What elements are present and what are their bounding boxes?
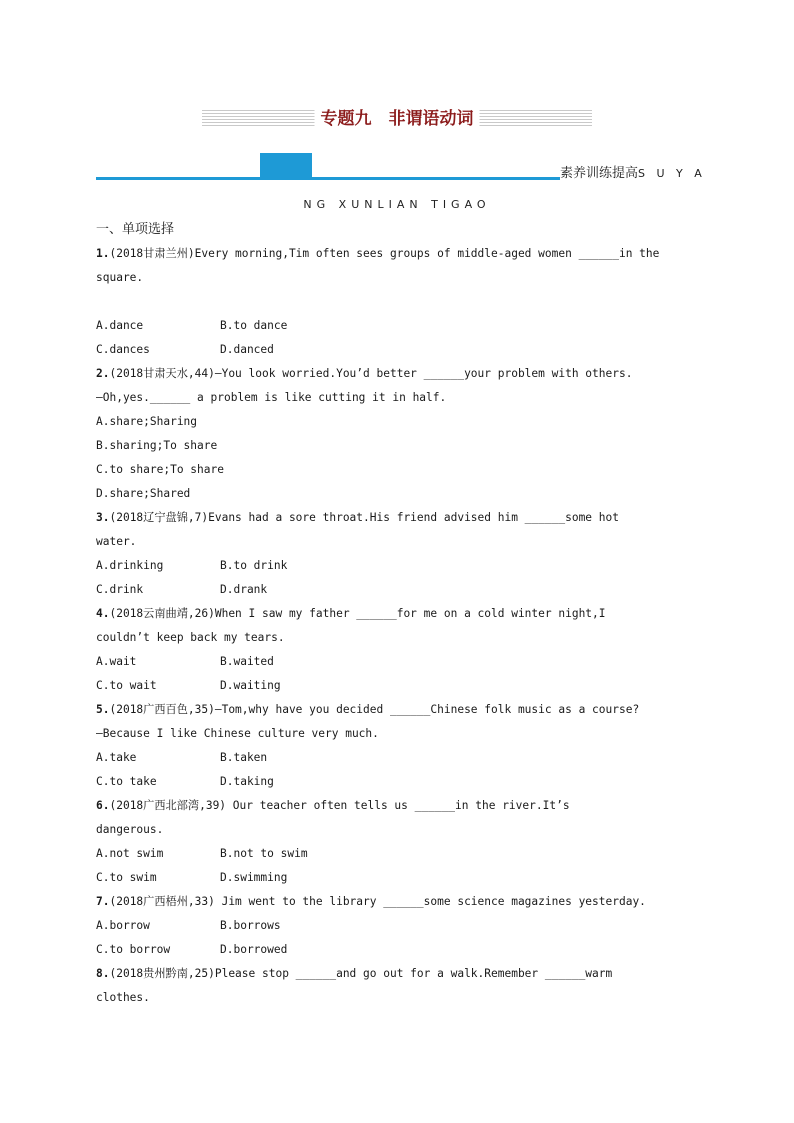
answer-option[interactable]: A.take: [96, 751, 137, 764]
answer-option[interactable]: B.borrows: [220, 919, 281, 932]
question-text: —Because I like Chinese culture very much.: [96, 727, 379, 740]
option-row: [96, 746, 706, 770]
question-item: [96, 962, 706, 1010]
question-line: [96, 962, 706, 986]
answer-option[interactable]: D.drank: [220, 583, 268, 596]
question-line: [96, 362, 706, 386]
question-text: (2018贵州黔南,25)Please stop ______and go out for a walk.Remember ______warm: [109, 967, 613, 980]
answer-option[interactable]: C.to share;To share: [96, 463, 224, 476]
question-text: square.: [96, 271, 144, 284]
band-latin-continued: NG XUNLIAN TIGAO: [303, 198, 491, 211]
answer-option[interactable]: D.waiting: [220, 679, 281, 692]
answer-option[interactable]: D.danced: [220, 343, 274, 356]
answer-option[interactable]: B.to dance: [220, 319, 288, 332]
answer-option[interactable]: A.wait: [96, 655, 137, 668]
answer-option[interactable]: D.taking: [220, 775, 274, 788]
question-text: (2018辽宁盘锦,7)Evans had a sore throat.His friend advised him ______some hot: [109, 511, 619, 524]
question-number: 1.: [96, 247, 110, 260]
answer-option[interactable]: B.sharing;To share: [96, 439, 218, 452]
question-item: [96, 794, 706, 890]
question-line: [96, 818, 706, 842]
answer-option[interactable]: A.share;Sharing: [96, 415, 198, 428]
section-band-block: [260, 153, 312, 178]
band-label-text: 素养训练提高: [560, 166, 639, 181]
question-line: [96, 530, 706, 554]
answer-option[interactable]: C.to borrow: [96, 943, 171, 956]
question-line: [96, 794, 706, 818]
question-line: [96, 986, 706, 1010]
answer-option[interactable]: C.to swim: [96, 871, 157, 884]
question-item: [96, 890, 706, 962]
question-text: (2018广西百色,35)—Tom,why have you decided ______Chinese folk music as a course?: [109, 703, 640, 716]
option-row: [96, 554, 706, 578]
option-row: [96, 914, 706, 938]
question-line: [96, 506, 706, 530]
option-row: [96, 578, 706, 602]
spacer: [96, 290, 706, 314]
question-line: [96, 266, 706, 290]
option-row: [96, 938, 706, 962]
question-text: clothes.: [96, 991, 150, 1004]
answer-option[interactable]: B.waited: [220, 655, 274, 668]
answer-option[interactable]: D.swimming: [220, 871, 288, 884]
option-row: [96, 410, 706, 434]
question-item: [96, 506, 706, 602]
question-content: [96, 218, 706, 1010]
answer-option[interactable]: B.to drink: [220, 559, 288, 572]
question-line: [96, 602, 706, 626]
answer-option[interactable]: D.borrowed: [220, 943, 288, 956]
answer-option[interactable]: D.share;Shared: [96, 487, 191, 500]
option-row: [96, 650, 706, 674]
option-row: [96, 842, 706, 866]
answer-option[interactable]: C.to wait: [96, 679, 157, 692]
question-number: 6.: [96, 799, 110, 812]
question-line: [96, 698, 706, 722]
option-row: [96, 866, 706, 890]
question-item: [96, 362, 706, 506]
option-row: [96, 482, 706, 506]
question-number: 2.: [96, 367, 110, 380]
page-title: 专题九 非谓语动词: [315, 108, 480, 130]
option-row: [96, 314, 706, 338]
title-banner: [202, 108, 592, 130]
question-text: —Oh,yes.______ a problem is like cutting it in half.: [96, 391, 447, 404]
question-text: (2018云南曲靖,26)When I saw my father ______for me on a cold winter night,I: [109, 607, 606, 620]
answer-option[interactable]: C.to take: [96, 775, 157, 788]
question-text: dangerous.: [96, 823, 164, 836]
answer-option[interactable]: A.borrow: [96, 919, 150, 932]
option-row: [96, 338, 706, 362]
question-text: (2018广西北部湾,39) Our teacher often tells us ______in the river.It’s: [109, 799, 570, 812]
question-line: [96, 890, 706, 914]
answer-option[interactable]: C.dances: [96, 343, 150, 356]
question-number: 5.: [96, 703, 110, 716]
answer-option[interactable]: B.not to swim: [220, 847, 308, 860]
question-list: [96, 242, 706, 1010]
option-row: [96, 770, 706, 794]
section-band-label: [560, 165, 706, 183]
band-latin-text: S U Y A: [638, 167, 706, 180]
question-item: [96, 602, 706, 698]
question-text: (2018甘肃兰州)Every morning,Tim often sees groups of middle-aged women ______in the: [109, 247, 660, 260]
question-number: 3.: [96, 511, 110, 524]
answer-option[interactable]: B.taken: [220, 751, 268, 764]
question-line: [96, 386, 706, 410]
question-number: 4.: [96, 607, 110, 620]
question-line: [96, 722, 706, 746]
section-band-line: [96, 177, 560, 180]
question-item: [96, 242, 706, 362]
question-text: (2018甘肃天水,44)—You look worried.You’d better ______your problem with others.: [109, 367, 633, 380]
answer-option[interactable]: A.drinking: [96, 559, 164, 572]
question-text: water.: [96, 535, 137, 548]
question-text: couldn’t keep back my tears.: [96, 631, 285, 644]
question-line: [96, 626, 706, 650]
option-row: [96, 434, 706, 458]
option-row: [96, 674, 706, 698]
question-text: (2018广西梧州,33) Jim went to the library ______some science magazines yesterday.: [109, 895, 646, 908]
answer-option[interactable]: A.not swim: [96, 847, 164, 860]
question-number: 8.: [96, 967, 110, 980]
option-row: [96, 458, 706, 482]
answer-option[interactable]: C.drink: [96, 583, 144, 596]
question-item: [96, 698, 706, 794]
question-number: 7.: [96, 895, 110, 908]
question-line: [96, 242, 706, 266]
answer-option[interactable]: A.dance: [96, 319, 144, 332]
section-heading: 一、单项选择: [96, 222, 175, 237]
